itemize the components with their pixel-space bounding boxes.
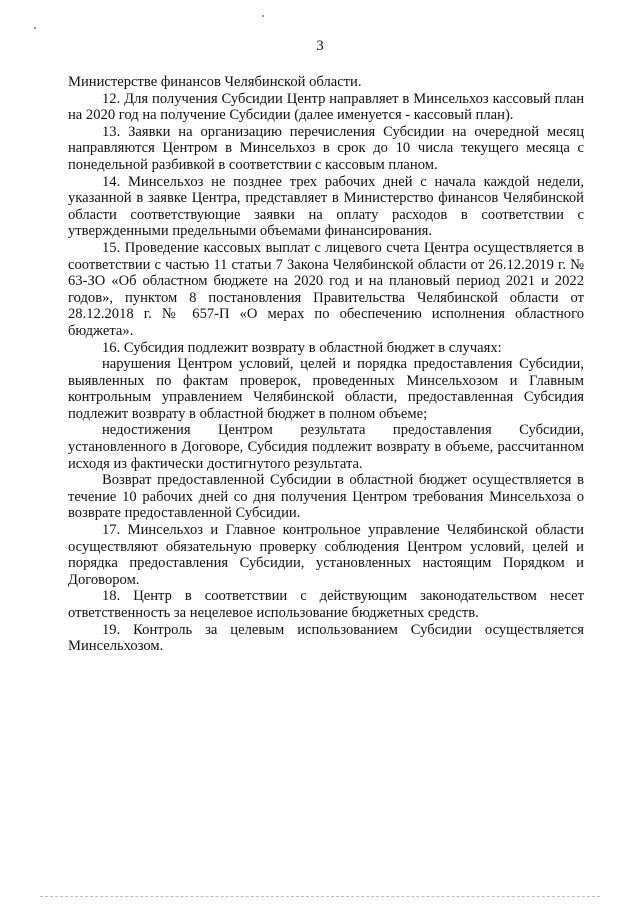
paragraph-16-case-result: недостижения Центром результата предоставления Субсидии, установленного в Договоре, Субсидия подлежит возврату в объеме, рассчитанном исходя из фактически достигнутого результата.	[68, 422, 584, 472]
paragraph-19: 19. Контроль за целевым использованием Субсидии осуществляется Минсельхозом.	[68, 621, 584, 655]
paragraph-15: 15. Проведение кассовых выплат с лицевого счета Центра осуществляется в соответствии с частью 11 статьи 7 Закона Челябинской области от 26.12.2019 г. № 63-ЗО «Об областном бюджете на 2020 год и на плановый период 2021 и 2022 годов», пунктом 8 постановления Правительства Челябинской области от 28.12.2018 г. № 657-П «О мерах по обеспечению исполнения областного бюджета».	[68, 239, 584, 339]
paragraph-16: 16. Субсидия подлежит возврату в областной бюджет в случаях:	[102, 339, 502, 356]
paragraph-16-return-terms: Возврат предоставленной Субсидии в областной бюджет осуществляется в течение 10 рабочих дней со дня получения Центром требования Минсельхоза о возврате предоставленной Субсидии.	[68, 472, 584, 522]
page-number: 3	[316, 38, 324, 54]
paragraph-12: 12. Для получения Субсидии Центр направляет в Минсельхоз кассовый план на 2020 год на получение Субсидии (далее именуется - кассовый план).	[68, 90, 584, 124]
scan-bottom-edge	[40, 896, 600, 898]
paragraph-13: 13. Заявки на организацию перечисления Субсидии на очередной месяц направляются Центром в Минсельхоз в срок до 10 числа текущего месяца с понедельной разбивкой в соответствии с кассовым планом.	[68, 123, 584, 173]
paragraph-18: 18. Центр в соответствии с действующим законодательством несет ответственность за нецелевое использование бюджетных средств.	[68, 588, 584, 621]
document-body	[68, 74, 584, 655]
paragraph-16-case-violation: нарушения Центром условий, целей и порядка предоставления Субсидии, выявленных по фактам проверок, проведенных Минсельхозом и Главным контрольным управлением Челябинской области, предоставленная Субсидия подлежит возврату в областной бюджет в полном объеме;	[68, 356, 584, 422]
paragraph-14: 14. Минсельхоз не позднее трех рабочих дней с начала каждой недели, указанной в заявке Центра, представляет в Министерство финансов Челябинской области соответствующие заявки на оплату расходов в соответствии с утвержденными предельными объемами финансирования.	[68, 173, 584, 240]
scan-speck	[34, 27, 36, 29]
scan-speck	[262, 15, 264, 17]
paragraph-continuation: Министерстве финансов Челябинской области.	[68, 74, 362, 90]
paragraph-17: 17. Минсельхоз и Главное контрольное управление Челябинской области осуществляют обязательную проверку соблюдения Центром условий, целей и порядка предоставления Субсидии, установленных настоящим Порядком и Договором.	[68, 522, 584, 588]
